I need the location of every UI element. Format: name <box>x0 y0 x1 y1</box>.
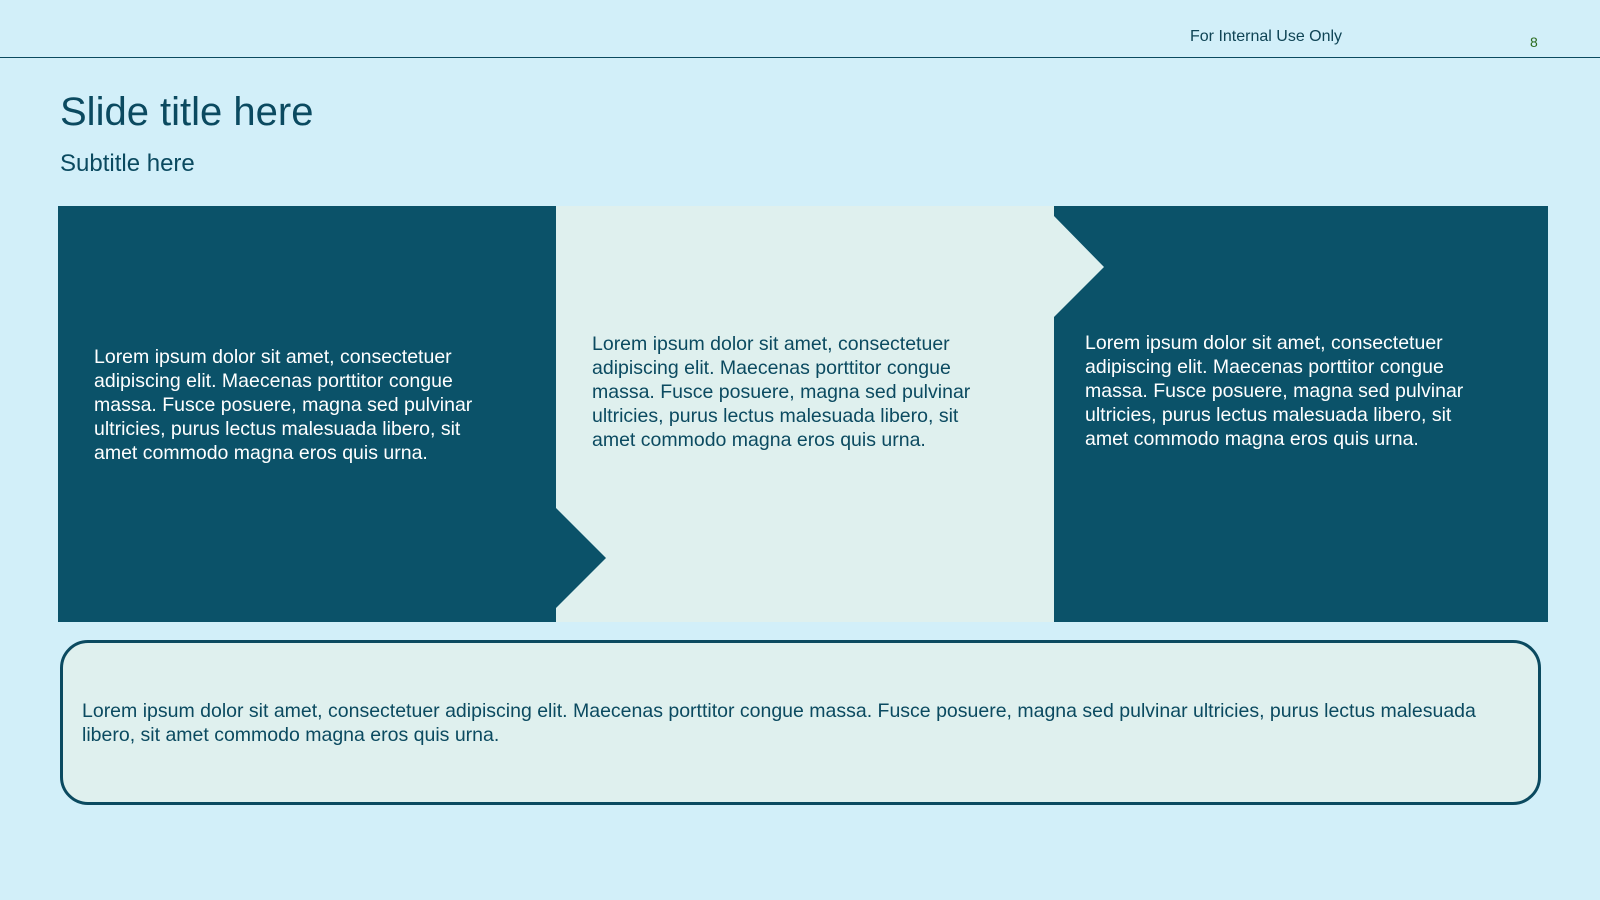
slide-subtitle: Subtitle here <box>60 150 195 177</box>
summary-callout <box>60 640 1541 805</box>
header-divider <box>0 57 1600 58</box>
slide-title: Slide title here <box>60 90 314 134</box>
page-number: 8 <box>1530 34 1538 50</box>
panel-3-text: Lorem ipsum dolor sit amet, consectetuer adipiscing elit. Maecenas porttitor congue massa. Fusce posuere, magna sed pulvinar ultricies, purus lectus malesuada libero, sit amet commodo magna eros quis urna. <box>1085 332 1464 450</box>
process-panels <box>58 206 1548 622</box>
summary-callout-text: Lorem ipsum dolor sit amet, consectetuer adipiscing elit. Maecenas porttitor congue massa. Fusce posuere, magna sed pulvinar ultricies, purus lectus malesuada libero, sit amet commodo magna eros quis urna. <box>82 699 1476 746</box>
panel-2-text: Lorem ipsum dolor sit amet, consectetuer adipiscing elit. Maecenas porttitor congue massa. Fusce posuere, magna sed pulvinar ultricies, purus lectus malesuada libero, sit amet commodo magna eros quis urna. <box>592 333 971 451</box>
panel-1-text: Lorem ipsum dolor sit amet, consectetuer adipiscing elit. Maecenas porttitor congue massa. Fusce posuere, magna sed pulvinar ultricies, purus lectus malesuada libero, sit amet commodo magna eros quis urna. <box>94 346 473 464</box>
confidentiality-label: For Internal Use Only <box>1190 28 1343 45</box>
